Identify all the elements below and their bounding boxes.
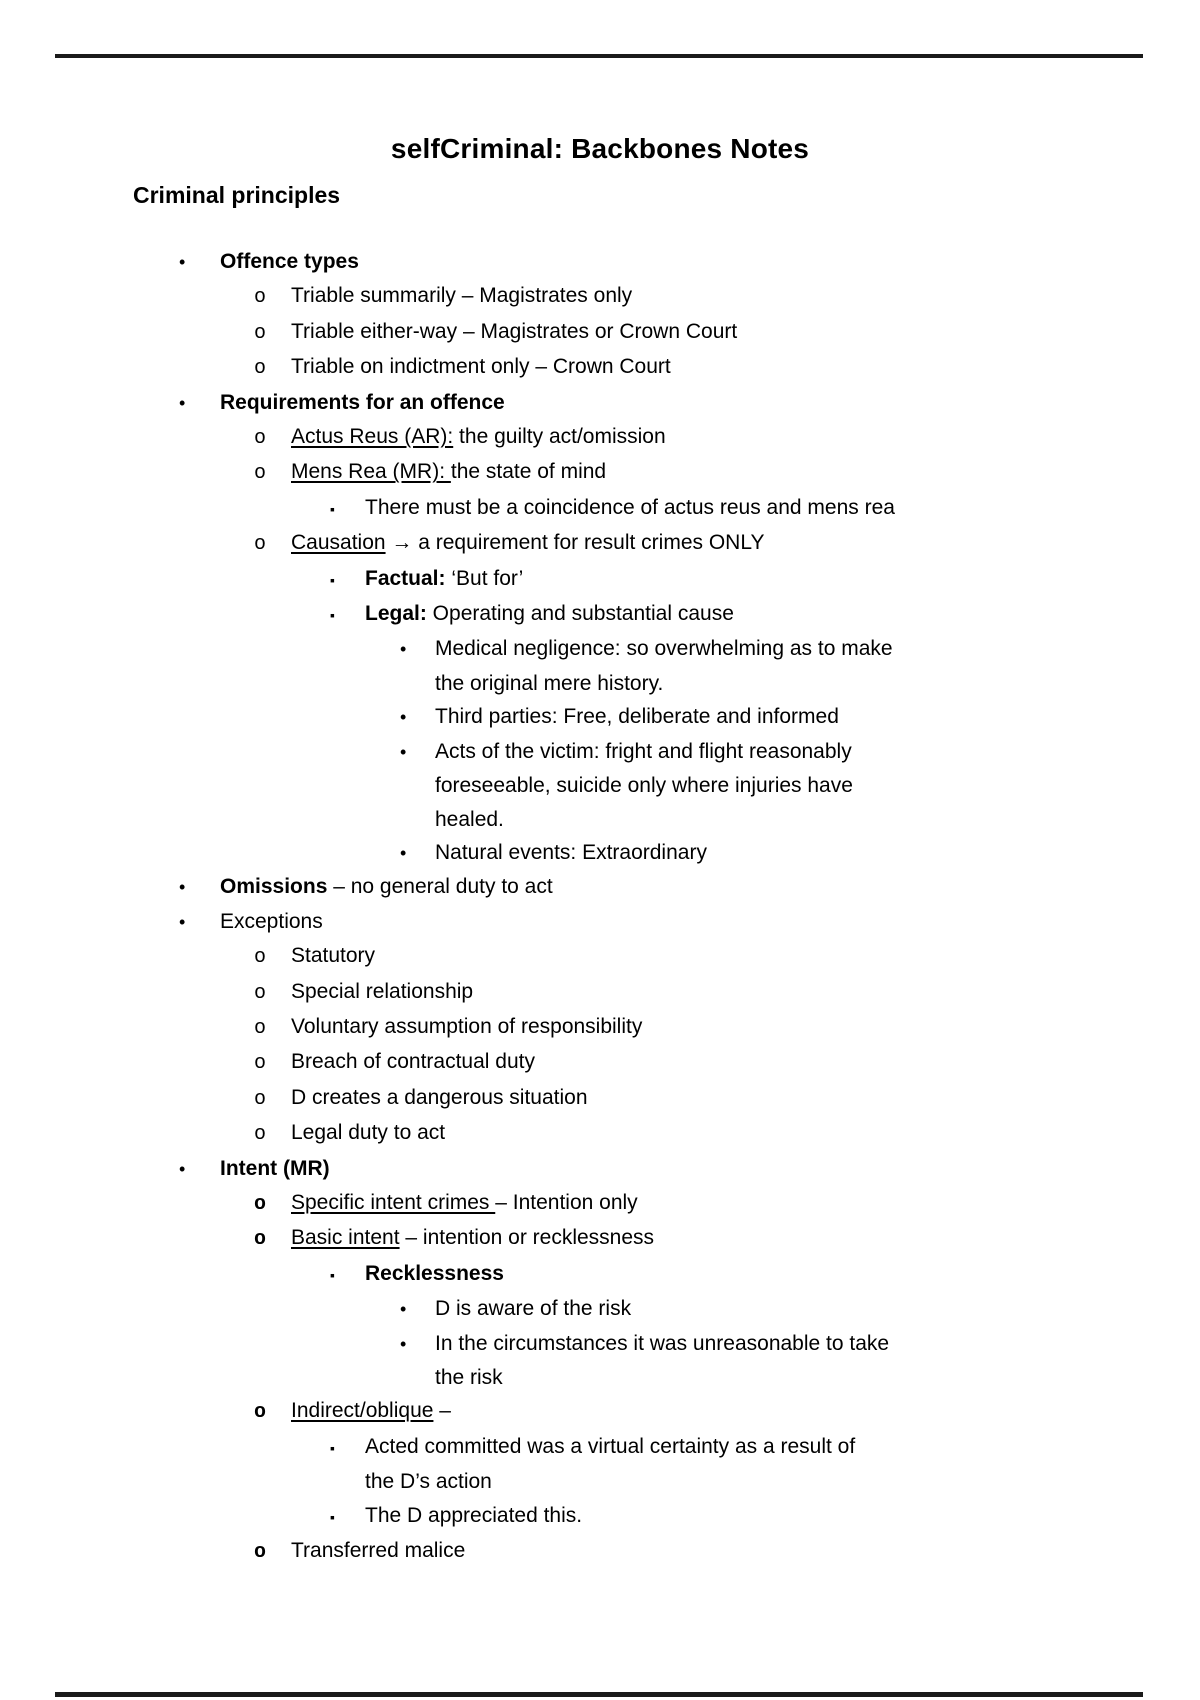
bullet-disc-marker: • [400,1333,407,1354]
list-item-text [291,526,764,559]
text-segment: Medical negligence: so overwhelming as to make [435,637,893,661]
bullet-circle-marker: o [254,1401,267,1425]
bullet-circle-marker: o [254,1087,267,1111]
text-segment: The D appreciated this. [365,1503,583,1527]
text-segment: Breach of contractual duty [291,1050,535,1074]
list-item-text [435,1361,503,1394]
text-segment: – [433,1399,451,1423]
text-segment: Operating and substantial cause [426,602,734,626]
bullet-circle-marker: o [254,1052,267,1076]
bullet-square-marker: ▪ [330,1439,335,1456]
text-segment: Omissions [220,875,328,899]
bullet-circle-marker: o [254,1123,267,1147]
text-segment: D is aware of the risk [435,1297,632,1321]
text-segment: – Intention only [495,1190,638,1214]
bullet-square-marker: ▪ [330,571,335,588]
bullet-circle-marker: o [254,1016,267,1040]
list-item-text [291,420,666,453]
text-segment: Statutory [291,944,376,968]
bullet-circle-marker: o [254,321,267,345]
bullet-circle-marker: o [254,533,267,557]
list-item [0,667,1200,700]
list-item-text [291,315,737,348]
list-item-text [435,667,663,700]
text-segment: the D’s action [365,1470,492,1494]
text-segment: Actus Reus (AR): [291,425,454,449]
text-segment: Legal: [365,602,427,626]
list-item-text [435,632,893,665]
bullet-circle-marker: o [254,981,267,1005]
text-segment: the risk [435,1366,503,1389]
text-segment: Triable summarily – Magistrates only [291,284,633,308]
list-item [0,1292,1200,1326]
text-segment: Intent (MR) [220,1156,330,1180]
text-segment: Exceptions [220,909,323,933]
text-segment: Factual: [365,566,446,590]
text-segment: Legal duty to act [291,1121,446,1145]
bullet-circle-marker: o [254,462,267,486]
bullet-circle-marker: o [254,286,267,310]
list-item-text [435,700,839,733]
list-item [0,315,1200,350]
list-item [0,632,1200,666]
list-item [0,386,1200,420]
list-item-text [220,1152,330,1185]
text-segment: Natural events: Extraordinary [435,840,707,864]
text-segment: Specific intent crimes [291,1190,496,1214]
list-item-text [365,1465,492,1498]
list-item [0,939,1200,974]
list-item-text [220,905,323,938]
list-item [0,905,1200,939]
text-segment: In the circumstances it was unreasonable to take [435,1331,890,1355]
text-segment: Basic intent [291,1226,400,1250]
list-item [0,350,1200,385]
list-item [0,1045,1200,1080]
list-item [0,245,1200,279]
list-item [0,836,1200,870]
text-segment: Acted committed was a virtual certainty as a result of [365,1434,856,1458]
text-segment: Triable either-way – Magistrates or Crown Court [291,319,738,343]
text-segment: healed. [435,807,504,831]
list-item-text [435,836,707,869]
list-item-text [365,1430,855,1463]
bullet-circle-marker: o [254,946,267,970]
list-item-text [291,350,671,383]
list-item [0,1534,1200,1569]
text-segment: → a requirement for result crimes ONLY [385,531,765,555]
text-segment: Recklessness [365,1261,504,1285]
list-item-text [291,455,606,488]
list-item [0,1499,1200,1534]
page-title: selfCriminal: Backbones Notes [390,133,810,164]
list-item-text [365,562,523,595]
list-item-text [291,1010,642,1043]
list-item-text [365,491,895,524]
text-segment: Requirements for an offence [220,390,505,414]
text-segment: Indirect/oblique [291,1399,434,1423]
footer-rule [55,1692,1143,1697]
bullet-circle-marker: o [254,357,267,381]
bullet-square-marker: ▪ [330,1266,335,1283]
bullet-circle-marker: o [254,1541,267,1565]
text-segment: ‘But for’ [445,566,524,590]
list-item [0,1152,1200,1186]
list-item [0,975,1200,1010]
text-segment: – intention or recklessness [399,1226,655,1250]
text-segment: There must be a coincidence of actus reus and mens rea [365,495,895,519]
bullet-square-marker: ▪ [330,500,335,517]
list-item [0,1010,1200,1045]
list-item-text [291,1534,465,1567]
list-item [0,1465,1200,1498]
list-item [0,279,1200,314]
list-item-text [291,975,473,1008]
notes-list [0,245,1200,1569]
list-item [0,491,1200,526]
list-item [0,1221,1200,1256]
header-rule [55,54,1143,58]
list-item [0,1327,1200,1361]
bullet-disc-marker: • [400,639,407,660]
section-heading: Criminal principles [133,182,341,208]
bullet-disc-marker: • [400,842,407,863]
list-item [0,1257,1200,1292]
list-item [0,803,1200,836]
text-segment: – no general duty to act [327,875,553,899]
text-segment: Voluntary assumption of responsibility [291,1014,643,1038]
list-item [0,870,1200,904]
list-item [0,455,1200,490]
text-segment: the guilty act/omission [453,425,666,449]
list-item [0,420,1200,455]
list-item-text [220,245,359,278]
list-item [0,1116,1200,1151]
text-segment: Offence types [220,250,359,273]
bullet-disc-marker: • [400,707,407,728]
text-segment: Transferred malice [291,1539,466,1563]
bullet-disc-marker: • [179,392,186,413]
bullet-circle-marker: o [254,1228,267,1252]
text-segment: foreseeable, suicide only where injuries have [435,774,853,798]
list-item-text [291,1221,654,1254]
list-item-text [435,769,853,802]
text-segment: D creates a dangerous situation [291,1085,588,1109]
list-item-text [291,1045,535,1078]
text-segment: the original mere history. [435,671,664,695]
list-item-text [291,1186,638,1219]
bullet-square-marker: ▪ [330,1508,335,1525]
text-segment: Third parties: Free, deliberate and informed [435,705,839,729]
list-item-text [365,1499,582,1532]
list-item-text [435,1292,631,1325]
list-item-text [435,1327,889,1360]
list-item [0,562,1200,597]
list-item [0,1394,1200,1429]
list-item [0,1430,1200,1465]
list-item-text [291,1081,588,1114]
bullet-disc-marker: • [179,252,186,272]
list-item-text [291,1394,451,1427]
list-item-text [291,1116,445,1149]
bullet-circle-marker: o [254,427,267,451]
list-item-text [220,386,505,419]
list-item [0,1361,1200,1394]
list-item-text [291,939,375,972]
list-item-text [435,803,504,836]
list-item [0,1186,1200,1221]
text-segment: Acts of the victim: fright and flight reasonably [435,739,852,763]
list-item-text [365,1257,504,1290]
bullet-disc-marker: • [179,911,186,932]
list-item [0,1081,1200,1116]
bullet-disc-marker: • [179,1158,186,1179]
list-item-text [220,870,553,903]
list-item [0,526,1200,561]
list-item [0,769,1200,802]
list-item-text [435,735,852,768]
list-item [0,735,1200,769]
bullet-square-marker: ▪ [330,607,335,624]
bullet-disc-marker: • [179,877,186,898]
bullet-circle-marker: o [254,1192,267,1216]
list-item [0,700,1200,734]
list-item-text [291,279,632,312]
text-segment: Mens Rea (MR): [291,460,451,484]
text-segment: Causation [291,531,386,555]
text-segment: Special relationship [291,979,474,1003]
bullet-disc-marker: • [400,741,407,762]
list-item [0,597,1200,632]
bullet-disc-marker: • [400,1299,407,1320]
list-item-text [365,597,734,630]
text-segment: Triable on indictment only – Crown Court [291,355,671,379]
text-segment: the state of mind [450,460,607,484]
